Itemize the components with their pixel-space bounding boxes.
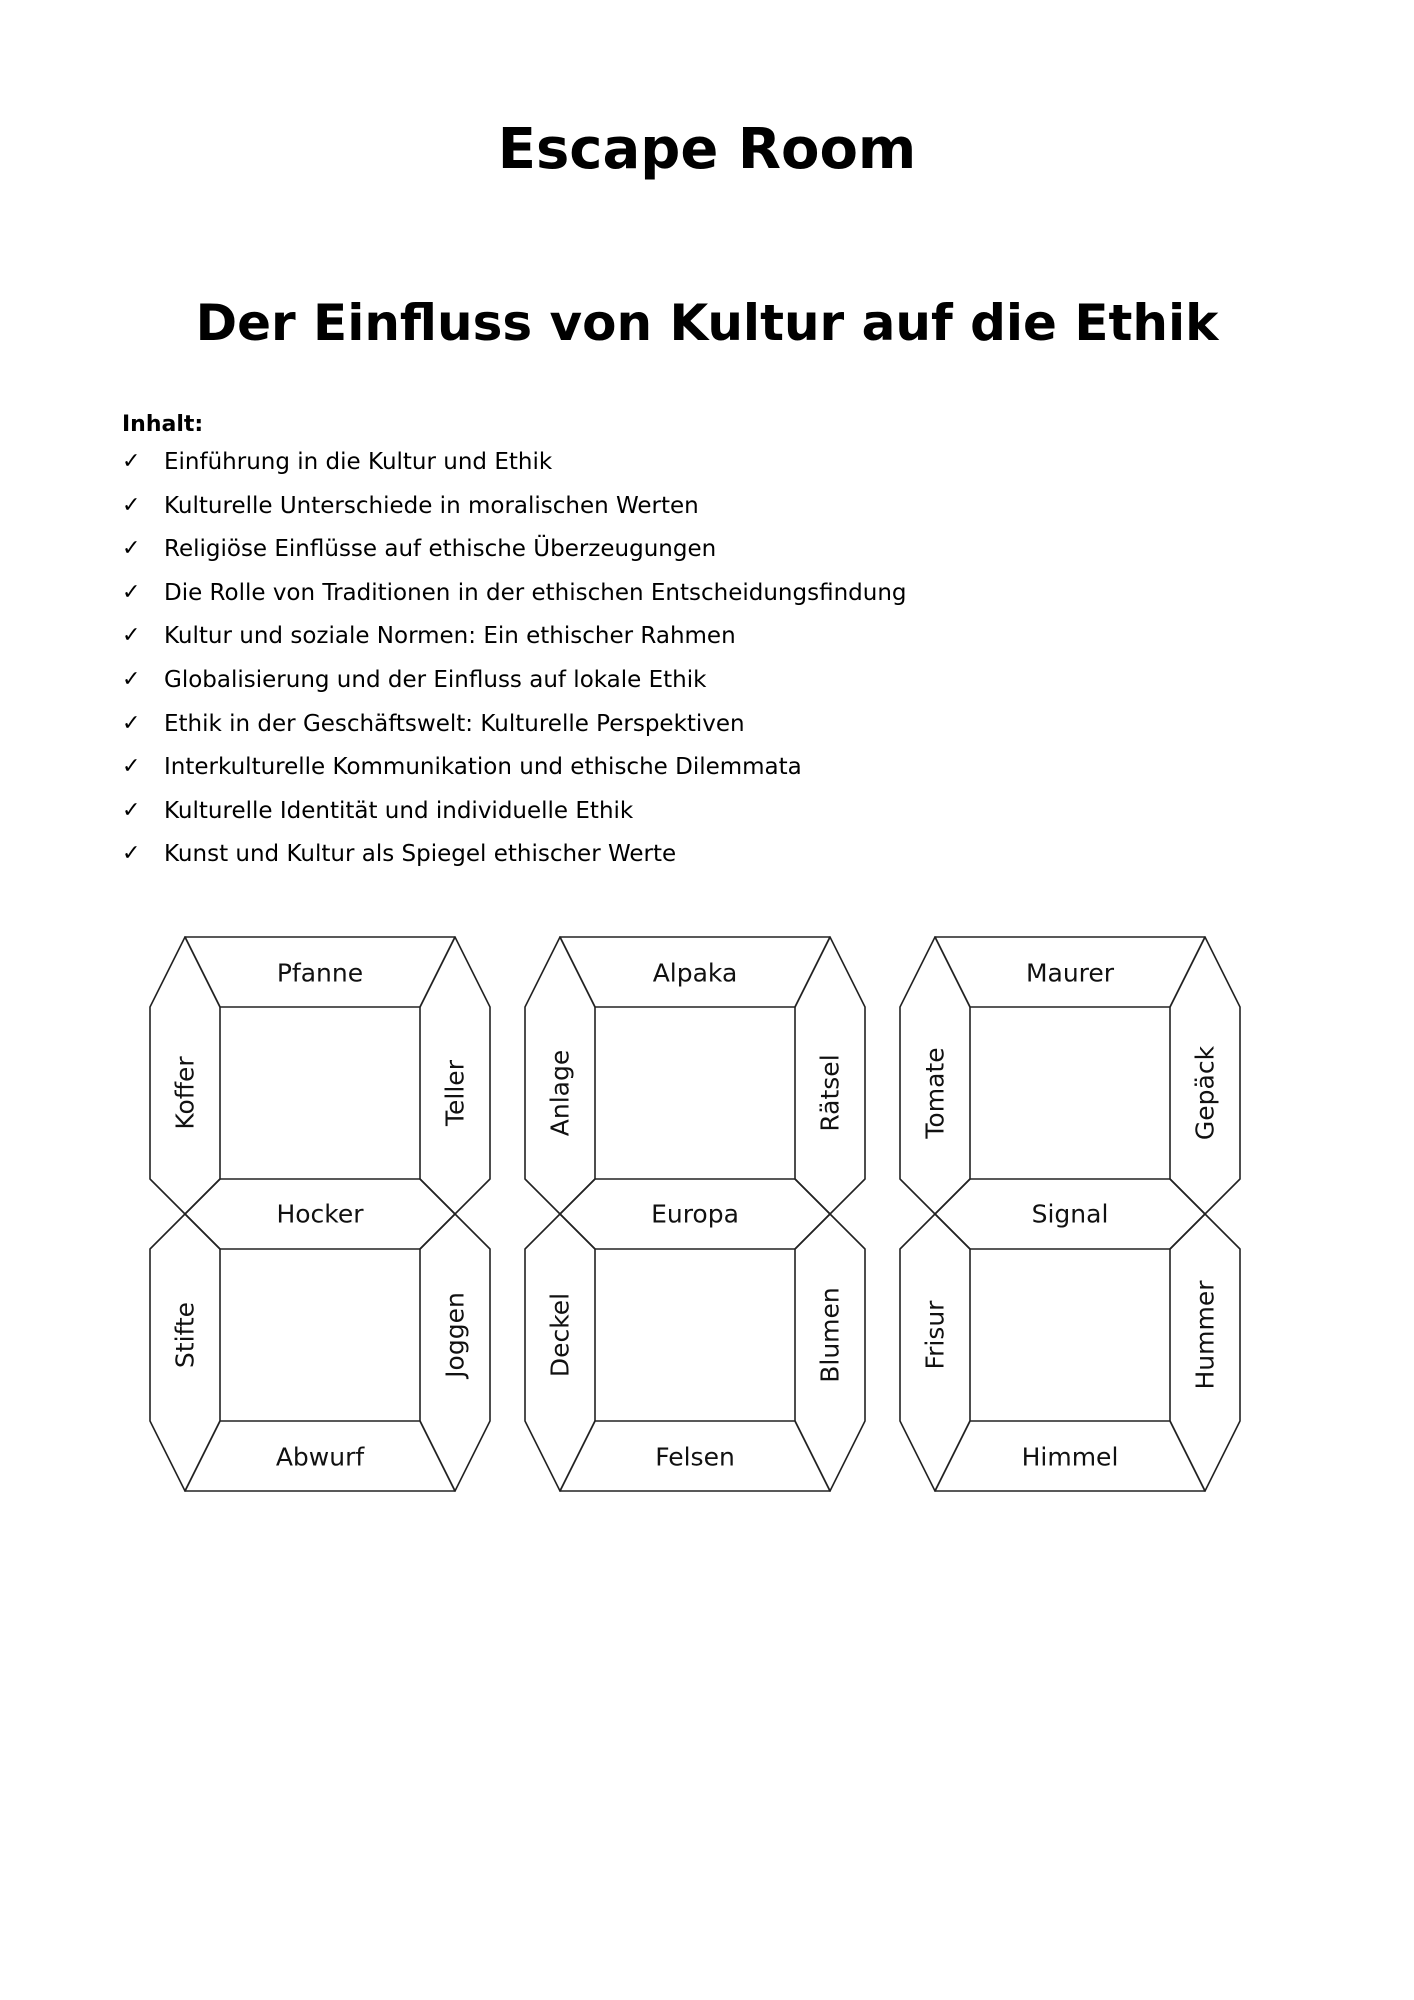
upper-right-word: Gepäck bbox=[1190, 1045, 1220, 1141]
lower-left-word: Deckel bbox=[545, 1292, 575, 1378]
upper-left-word: Anlage bbox=[545, 1049, 575, 1137]
middle-word: Europa bbox=[651, 1199, 739, 1229]
lower-right-word: Blumen bbox=[815, 1287, 845, 1383]
bottom-word: Himmel bbox=[1021, 1442, 1119, 1472]
list-item-text: Kultur und soziale Normen: Ein ethischer Rahmen bbox=[164, 623, 736, 650]
checkmark-icon: ✓ bbox=[122, 797, 141, 823]
list-item-text: Ethik in der Geschäftswelt: Kulturelle Perspektiven bbox=[164, 710, 745, 737]
page-title: Escape Room bbox=[497, 117, 917, 182]
checkmark-icon: ✓ bbox=[122, 754, 141, 780]
checkmark-icon: ✓ bbox=[122, 492, 141, 518]
bottom-word: Abwurf bbox=[275, 1442, 365, 1472]
top-word: Maurer bbox=[1025, 958, 1115, 988]
checkmark-icon: ✓ bbox=[122, 579, 141, 605]
middle-word: Hocker bbox=[276, 1199, 364, 1229]
checkmark-icon: ✓ bbox=[122, 666, 141, 692]
list-item-text: Kulturelle Identität und individuelle Ethik bbox=[164, 797, 634, 824]
page-subtitle: Der Einfluss von Kultur auf die Ethik bbox=[195, 294, 1219, 352]
checkmark-icon: ✓ bbox=[122, 710, 141, 736]
upper-right-word: Teller bbox=[440, 1060, 470, 1126]
lower-left-word: Frisur bbox=[920, 1300, 950, 1370]
lower-right-word: Hummer bbox=[1190, 1280, 1220, 1390]
upper-right-word: Rätsel bbox=[815, 1054, 845, 1132]
list-item-text: Globalisierung und der Einfluss auf lokale Ethik bbox=[164, 666, 707, 693]
bottom-word: Felsen bbox=[655, 1442, 735, 1472]
lower-left-word: Stifte bbox=[170, 1301, 200, 1369]
upper-left-word: Tomate bbox=[920, 1047, 950, 1139]
lower-right-word: Joggen bbox=[440, 1292, 470, 1378]
list-item-text: Religiöse Einflüsse auf ethische Überzeugungen bbox=[164, 536, 717, 563]
top-word: Pfanne bbox=[276, 958, 364, 988]
checkmark-icon: ✓ bbox=[122, 623, 141, 649]
list-item-text: Einführung in die Kultur und Ethik bbox=[164, 449, 553, 475]
upper-left-word: Koffer bbox=[170, 1056, 200, 1130]
middle-word: Signal bbox=[1031, 1199, 1109, 1229]
list-item-text: Interkulturelle Kommunikation und ethische Dilemmata bbox=[164, 754, 802, 781]
checkmark-icon: ✓ bbox=[122, 449, 141, 474]
list-item-text: Kulturelle Unterschiede in moralischen Werten bbox=[164, 492, 699, 519]
top-word: Alpaka bbox=[652, 958, 738, 988]
list-item-text: Die Rolle von Traditionen in der ethischen Entscheidungsfindung bbox=[164, 579, 907, 606]
checkmark-icon: ✓ bbox=[122, 841, 141, 867]
checkmark-icon: ✓ bbox=[122, 536, 141, 562]
contents-heading: Inhalt: bbox=[122, 412, 204, 437]
list-item-text: Kunst und Kultur als Spiegel ethischer Werte bbox=[164, 841, 677, 868]
